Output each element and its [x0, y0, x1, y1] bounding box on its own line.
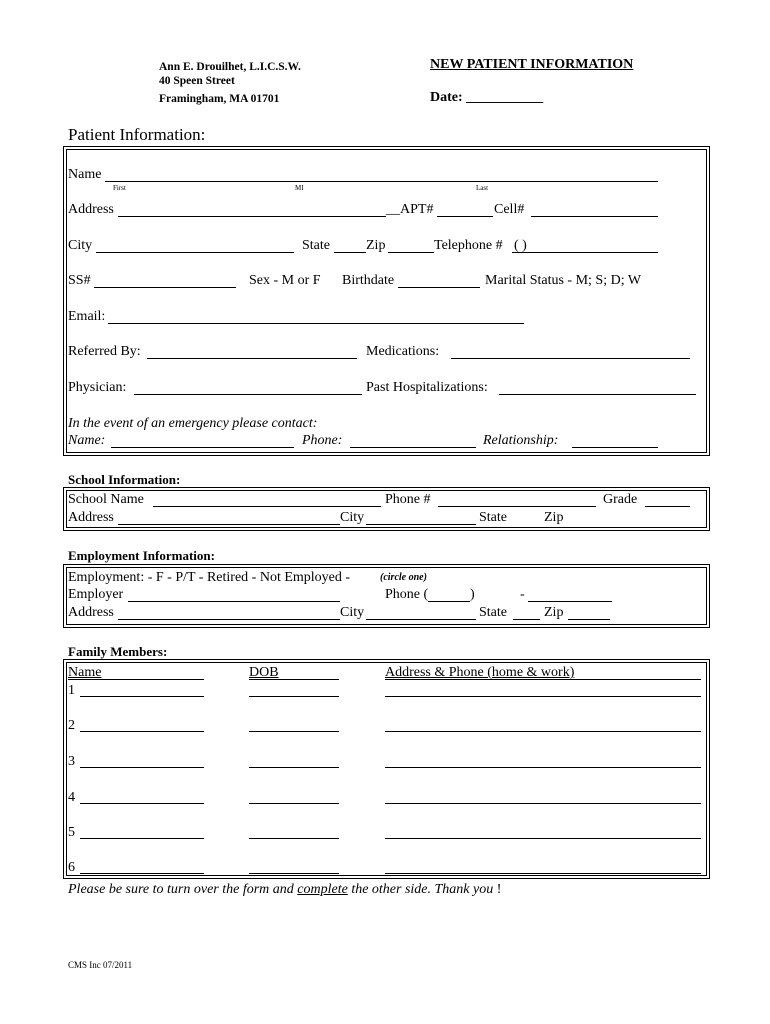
family-row-number: 4	[68, 790, 75, 805]
footer-note-end: the other side. Thank you	[347, 882, 494, 897]
referred-by-field[interactable]	[147, 358, 357, 359]
patient-info-box	[66, 149, 707, 453]
provider-city: Framingham, MA 01701	[159, 93, 280, 105]
family-row-number: 3	[68, 754, 75, 769]
hospitalizations-field[interactable]	[499, 394, 696, 395]
family-row-address-field[interactable]	[385, 838, 701, 839]
employer-phone-area-field[interactable]	[428, 601, 470, 602]
employer-phone-close: )	[470, 587, 475, 602]
school-address-label: Address	[68, 510, 114, 525]
family-col-dob: DOB	[249, 665, 279, 680]
employer-address-field[interactable]	[118, 619, 340, 620]
family-row-name-field[interactable]	[80, 873, 204, 874]
email-field[interactable]	[108, 323, 524, 324]
employer-city-field[interactable]	[366, 619, 476, 620]
medications-field[interactable]	[451, 358, 690, 359]
city-field[interactable]	[96, 252, 294, 253]
family-row-address-field[interactable]	[385, 767, 701, 768]
school-state-label: State	[479, 510, 507, 525]
city-label: City	[68, 238, 93, 253]
provider-street: 40 Speen Street	[159, 75, 235, 87]
cell-field[interactable]	[531, 216, 658, 217]
zip-field[interactable]	[388, 252, 434, 253]
state-label: State	[302, 238, 330, 253]
school-zip-label: Zip	[544, 510, 564, 525]
apt-field[interactable]	[437, 216, 493, 217]
first-caption: First	[113, 184, 126, 192]
address-field[interactable]	[118, 216, 386, 217]
patient-section-heading: Patient Information:	[68, 125, 206, 144]
last-caption: Last	[476, 184, 489, 192]
employer-phone-field[interactable]	[528, 601, 612, 602]
employment-status-label[interactable]: Employment: - F - P/T - Retired - Not Employed -	[68, 570, 351, 585]
school-city-field[interactable]	[366, 524, 476, 525]
mi-caption: MI	[295, 184, 304, 192]
family-row-number: 6	[68, 860, 75, 875]
footer-note-start: Please be sure to turn over the form and	[68, 882, 298, 897]
family-col-name: Name	[68, 665, 102, 680]
family-row-name-field[interactable]	[80, 838, 204, 839]
family-members-box	[66, 662, 707, 876]
physician-field[interactable]	[134, 394, 362, 395]
family-row-dob-field[interactable]	[249, 696, 339, 697]
school-phone-label: Phone #	[385, 492, 431, 507]
family-row-dob-field[interactable]	[249, 873, 339, 874]
emergency-name-field[interactable]	[111, 447, 294, 448]
employer-phone-label: Phone (	[385, 587, 429, 602]
family-row-address-field[interactable]	[385, 803, 701, 804]
family-row-number: 1	[68, 683, 75, 698]
telephone-label: Telephone #	[434, 238, 503, 253]
ss-label: SS#	[68, 273, 91, 288]
family-col-name-rule	[68, 679, 204, 680]
family-row-name-field[interactable]	[80, 803, 204, 804]
cell-label: Cell#	[494, 202, 525, 217]
zip-label: Zip	[366, 238, 386, 253]
telephone-paren: ( )	[514, 238, 527, 253]
emergency-relationship-field[interactable]	[572, 447, 658, 448]
state-field[interactable]	[334, 252, 366, 253]
employer-state-field[interactable]	[513, 619, 540, 620]
address-label: Address	[68, 202, 114, 217]
employer-address-label: Address	[68, 605, 114, 620]
apt-label: __APT#	[386, 202, 434, 217]
school-name-label: School Name	[68, 492, 144, 507]
employer-phone-dash: -	[520, 587, 525, 602]
form-code: CMS Inc 07/2011	[68, 960, 133, 970]
family-col-address: Address & Phone (home & work)	[385, 665, 575, 680]
school-address-field[interactable]	[118, 524, 340, 525]
form-title: NEW PATIENT INFORMATION	[430, 57, 634, 72]
family-col-address-rule	[385, 679, 701, 680]
employer-state-label: State	[479, 605, 507, 620]
school-phone-field[interactable]	[438, 506, 596, 507]
family-row-number: 5	[68, 825, 75, 840]
employer-city-label: City	[340, 605, 365, 620]
medications-label: Medications:	[366, 344, 440, 359]
employer-label: Employer	[68, 587, 124, 602]
referred-by-label: Referred By:	[68, 344, 141, 359]
provider-name: Ann E. Drouilhet, L.I.C.S.W.	[159, 61, 301, 73]
family-row-address-field[interactable]	[385, 873, 701, 874]
family-row-address-field[interactable]	[385, 696, 701, 697]
footer-note-bang: !	[496, 882, 502, 897]
family-row-dob-field[interactable]	[249, 767, 339, 768]
grade-label: Grade	[603, 492, 638, 507]
family-row-dob-field[interactable]	[249, 731, 339, 732]
family-row-name-field[interactable]	[80, 767, 204, 768]
family-row-name-field[interactable]	[80, 731, 204, 732]
birthdate-field[interactable]	[398, 287, 480, 288]
date-field[interactable]: Date: ___________	[430, 90, 544, 105]
circle-one-note: (circle one)	[380, 572, 427, 583]
emergency-phone-field[interactable]	[350, 447, 476, 448]
family-row-number: 2	[68, 718, 75, 733]
school-section-heading: School Information:	[68, 472, 181, 487]
name-label: Name	[68, 167, 102, 182]
name-field[interactable]	[105, 181, 658, 182]
family-col-dob-rule	[249, 679, 339, 680]
school-name-field[interactable]	[153, 506, 381, 507]
emergency-relationship-label: Relationship:	[483, 433, 559, 448]
physician-label: Physician:	[68, 380, 127, 395]
grade-field[interactable]	[645, 506, 690, 507]
ss-field[interactable]	[94, 287, 236, 288]
family-row-address-field[interactable]	[385, 731, 701, 732]
emergency-name-label: Name:	[68, 433, 106, 448]
sex-label[interactable]: Sex - M or F	[249, 273, 321, 288]
footer-note	[68, 882, 501, 898]
family-section-heading: Family Members:	[68, 644, 168, 659]
emergency-contact-text: In the event of an emergency please contact:	[68, 416, 318, 431]
employer-field[interactable]	[128, 601, 340, 602]
birthdate-label: Birthdate	[342, 273, 395, 288]
family-row-dob-field[interactable]	[249, 803, 339, 804]
hospitalizations-label: Past Hospitalizations:	[366, 380, 488, 395]
marital-status-label[interactable]: Marital Status - M; S; D; W	[485, 273, 642, 288]
footer-note-emphasis: complete	[297, 882, 348, 897]
employment-section-heading: Employment Information:	[68, 548, 215, 563]
family-row-dob-field[interactable]	[249, 838, 339, 839]
telephone-field[interactable]	[512, 252, 658, 253]
email-label: Email:	[68, 309, 106, 324]
school-city-label: City	[340, 510, 365, 525]
family-row-name-field[interactable]	[80, 696, 204, 697]
employer-zip-field[interactable]	[568, 619, 610, 620]
emergency-phone-label: Phone:	[302, 433, 343, 448]
employer-zip-label: Zip	[544, 605, 564, 620]
